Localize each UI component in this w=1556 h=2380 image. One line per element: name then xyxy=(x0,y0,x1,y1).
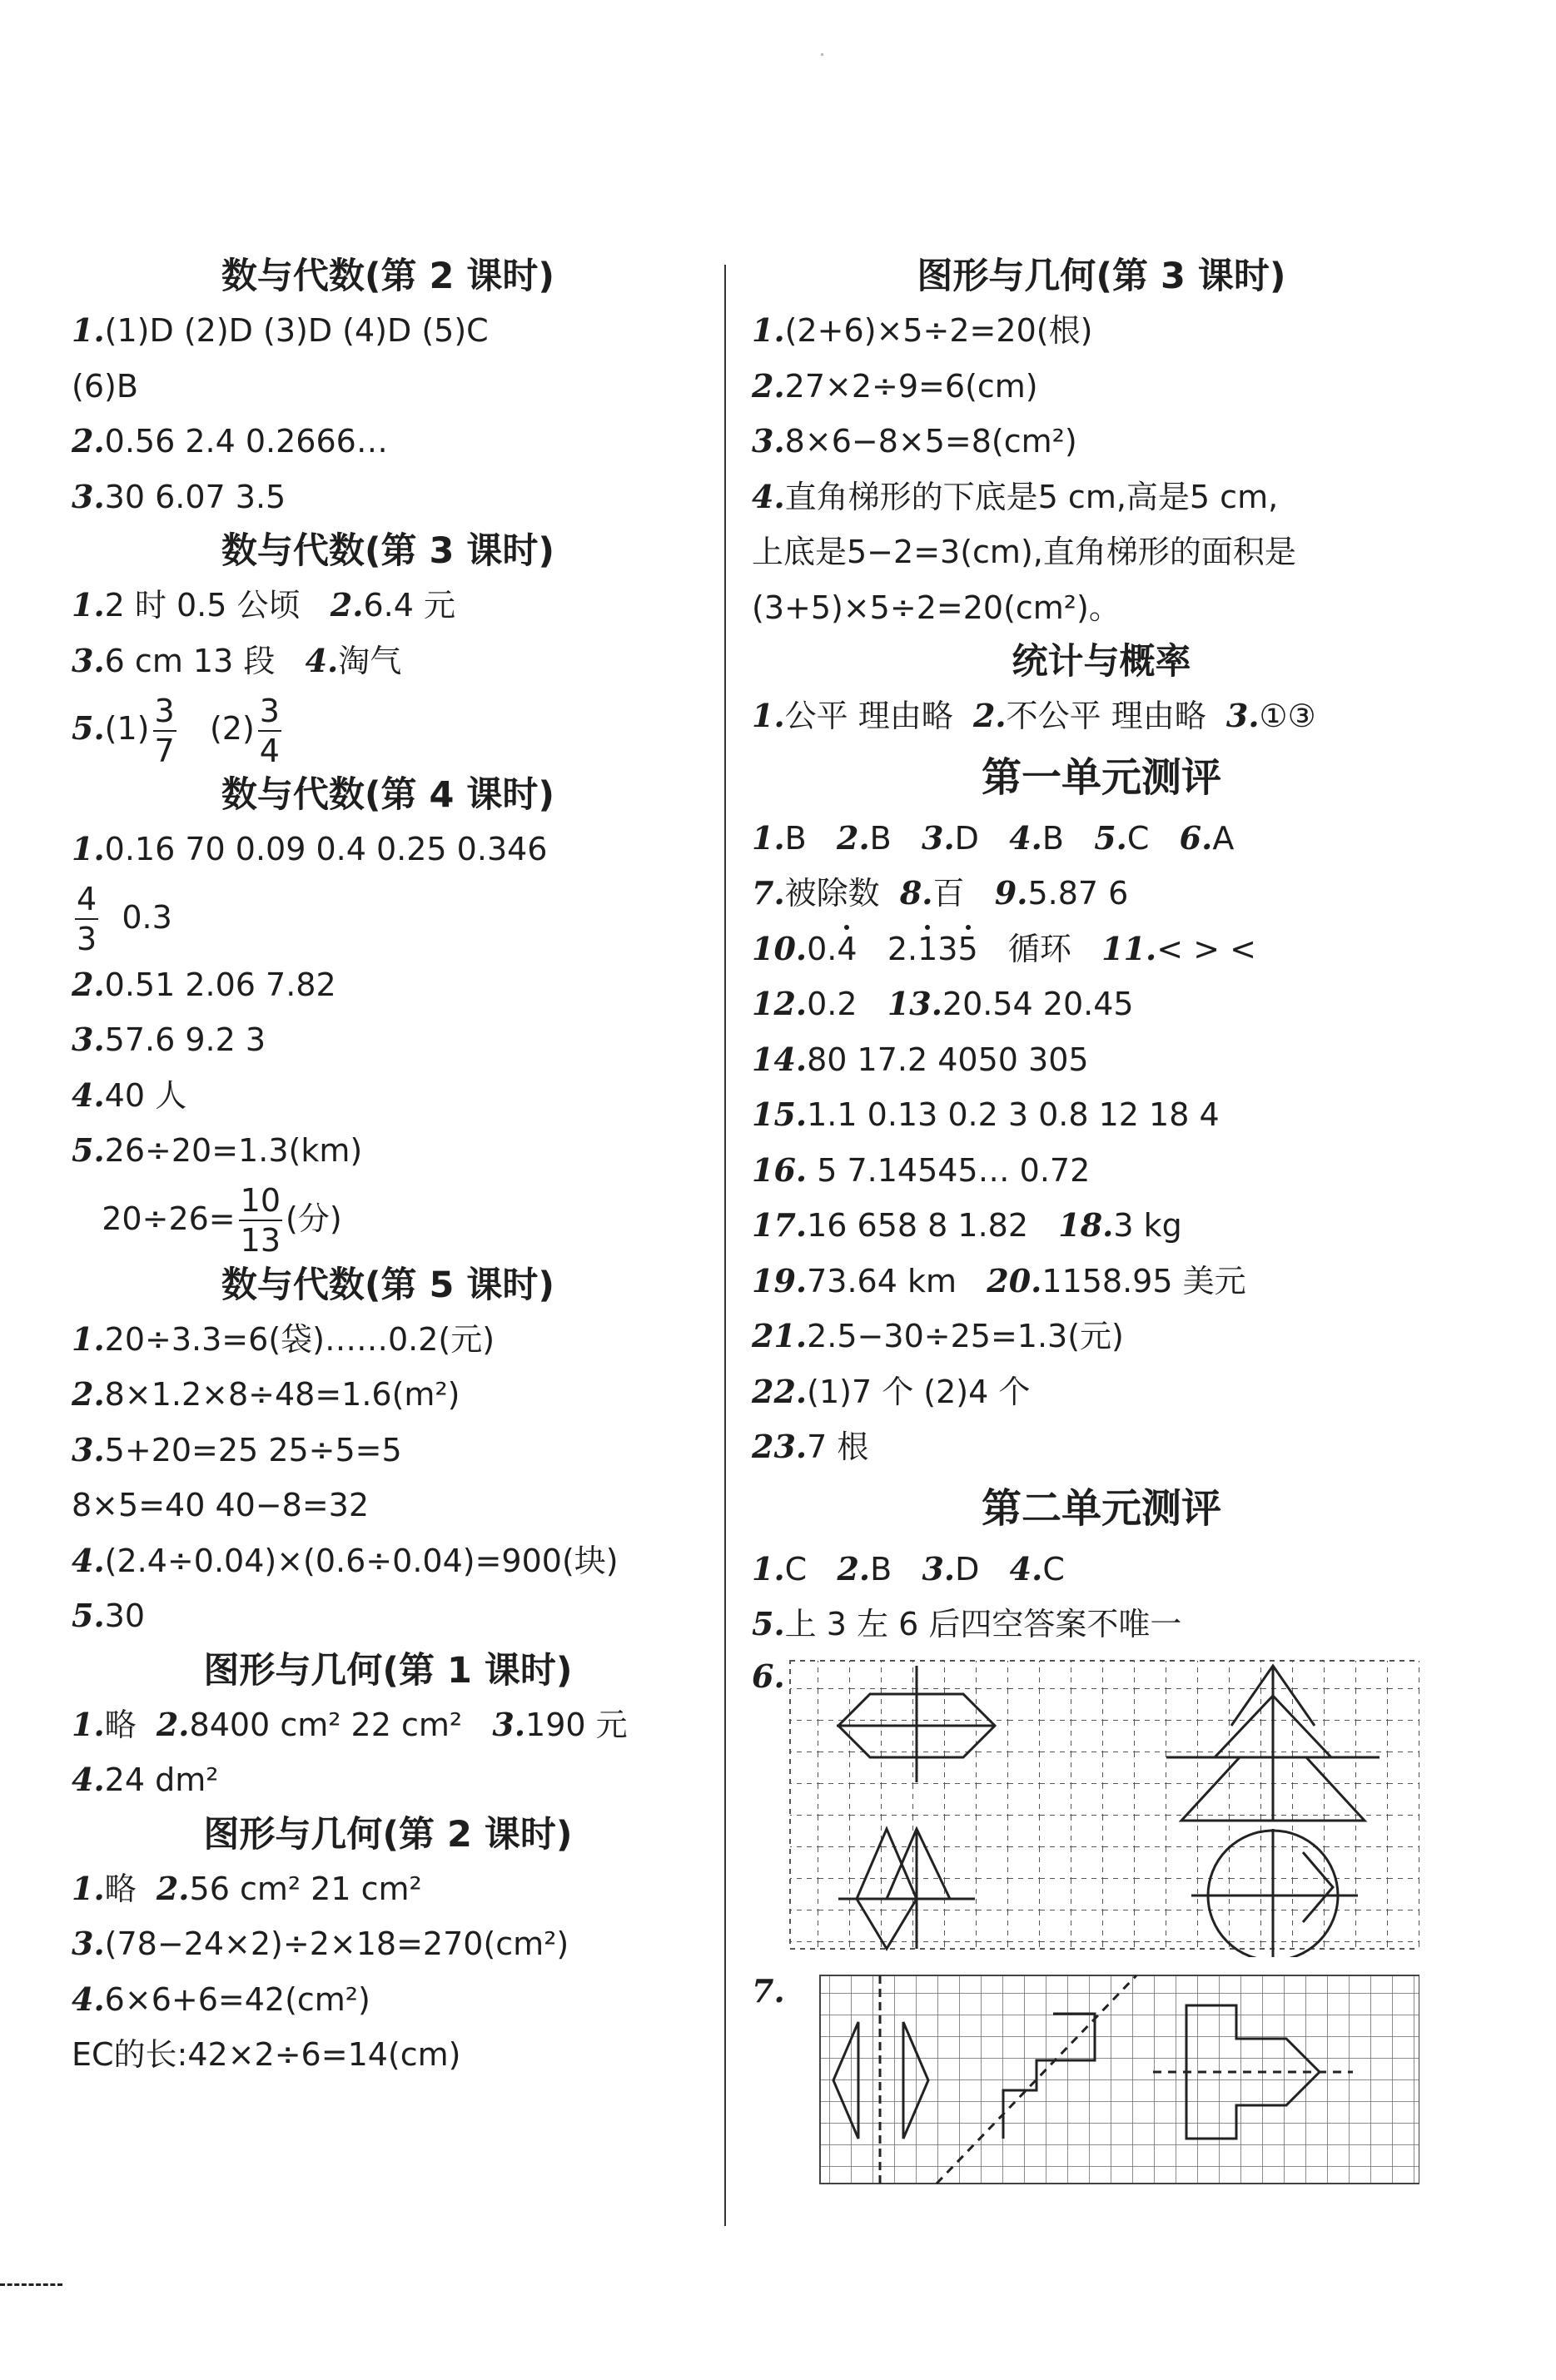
answer-line: 10.0.4 2.135 循环 11.< > < xyxy=(752,922,1451,977)
answer-line: 16. 5 7.14545… 0.72 xyxy=(752,1150,1091,1189)
answer-line: 4.40 人 xyxy=(72,1076,187,1114)
answer-line: 1.略 2.8400 cm² 22 cm² 3.190 元 xyxy=(72,1705,628,1743)
answer-line: (6)B xyxy=(72,367,138,405)
fraction: $\frac{3}{4}$ xyxy=(259,692,280,769)
answer-line: 5.(1) $\frac{3}{7}$ (2) $\frac{3}{4}$ xyxy=(72,692,280,769)
answer-line: 1.C 2.B 3.D 4.C xyxy=(752,1549,1065,1587)
answer-line: 17.16 658 8 1.82 18.3 kg xyxy=(752,1206,1182,1244)
section-title: 图形与几何(第 1 课时) xyxy=(203,1649,573,1692)
repeating-digit: 5 xyxy=(957,922,977,977)
section-title: 统计与概率 xyxy=(1012,641,1191,683)
answer-line: 2.27×2÷9=6(cm) xyxy=(752,366,1038,405)
section-title: 图形与几何(第 3 课时) xyxy=(917,256,1286,297)
repeating-digit: 1 xyxy=(917,922,937,977)
symmetry-grid-figure xyxy=(787,1657,1419,1957)
answer-line: 3.5+20=25 25÷5=5 xyxy=(72,1430,402,1468)
answer-line: (3+5)×5÷2=20(cm²)。 xyxy=(752,589,1121,626)
answer-line: 上底是5−2=3(cm),直角梯形的面积是 xyxy=(752,534,1296,570)
answer-line: 4.6×6+6=42(cm²) xyxy=(72,1980,370,2018)
repeating-digit: 4 xyxy=(837,922,857,977)
fraction: $\frac{4}{3}$ xyxy=(77,881,97,957)
section-title: 数与代数(第 5 课时) xyxy=(221,1264,555,1306)
answer-line: 14.80 17.2 4050 305 xyxy=(752,1040,1089,1078)
answer-line: 3.30 6.07 3.5 xyxy=(72,477,286,515)
answer-line: 2.0.56 2.4 0.2666… xyxy=(72,422,388,460)
answer-line: 3.(78−24×2)÷2×18=270(cm²) xyxy=(72,1925,569,1962)
section-title: 数与代数(第 2 课时) xyxy=(221,256,555,297)
answer-line: 8×5=40 40−8=32 xyxy=(72,1487,370,1523)
figure-6: 6. xyxy=(752,1657,1451,1957)
answer-line: 1.0.16 70 0.09 0.4 0.25 0.346 xyxy=(72,830,548,867)
answer-line: 1.公平 理由略 2.不公平 理由略 3.①③ xyxy=(752,697,1316,734)
column-divider xyxy=(724,265,726,2226)
answer-line: EC的长:42×2÷6=14(cm) xyxy=(72,2036,461,2073)
fraction: $\frac{10}{13}$ xyxy=(240,1182,281,1259)
answer-line: 15.1.1 0.13 0.2 3 0.8 12 18 4 xyxy=(752,1096,1220,1133)
answer-line: 1.(2+6)×5÷2=20(根) xyxy=(752,311,1093,349)
answer-line: $\frac{4}{3}$ 0.3 xyxy=(77,881,172,957)
answer-line: 3.6 cm 13 段 4.淘气 xyxy=(72,641,402,679)
answer-line: 3.57.6 9.2 3 xyxy=(72,1021,266,1058)
answer-line: 4.直角梯形的下底是5 cm,高是5 cm, xyxy=(752,477,1279,515)
answer-line: 12.0.2 13.20.54 20.45 xyxy=(752,985,1134,1022)
answer-line: 22.(1)7 个 (2)4 个 xyxy=(752,1372,1031,1410)
answer-line: 5.30 xyxy=(72,1597,146,1634)
section-title: 第二单元测评 xyxy=(981,1484,1221,1532)
section-title: 数与代数(第 3 课时) xyxy=(221,530,555,572)
answer-line: 1.略 2.56 cm² 21 cm² xyxy=(72,1869,422,1907)
section-title: 图形与几何(第 2 课时) xyxy=(203,1813,573,1856)
figure-7: 7. xyxy=(752,1972,1451,2189)
answer-line: 2.0.51 2.06 7.82 xyxy=(72,965,336,1003)
answer-line: 20÷26= $\frac{10}{13}$ (分) xyxy=(102,1182,342,1259)
answer-line: 7.被除数 8.百 9.5.87 6 xyxy=(752,874,1129,912)
answer-line: 5.26÷20=1.3(km) xyxy=(72,1131,363,1169)
answer-line: 4.24 dm² xyxy=(72,1761,219,1798)
answer-line: 1.2 时 0.5 公顷 2.6.4 元 xyxy=(72,586,455,624)
answer-line: 2.8×1.2×8÷48=1.6(m²) xyxy=(72,1375,460,1413)
answer-line: 1.B 2.B 3.D 4.B 5.C 6.A xyxy=(752,818,1235,857)
transformation-grid-figure xyxy=(787,1972,1419,2189)
page-corner-mark xyxy=(0,2283,62,2289)
fraction: $\frac{3}{7}$ xyxy=(154,692,175,769)
answer-line: 19.73.64 km 20.1158.95 美元 xyxy=(752,1261,1246,1299)
answer-line: 3.8×6−8×5=8(cm²) xyxy=(752,422,1077,460)
scan-speck xyxy=(821,53,823,56)
left-column xyxy=(72,250,704,2083)
answer-line: 21.2.5−30÷25=1.3(元) xyxy=(752,1317,1124,1354)
section-title: 数与代数(第 4 课时) xyxy=(221,774,555,816)
right-column xyxy=(752,250,1451,2189)
section-title: 第一单元测评 xyxy=(981,753,1221,801)
answer-line: 4.(2.4÷0.04)×(0.6÷0.04)=900(块) xyxy=(72,1541,619,1579)
answer-line: 1.20÷3.3=6(袋)……0.2(元) xyxy=(72,1319,495,1358)
answer-line: 23.7 根 xyxy=(752,1428,869,1465)
answer-line: 5.上 3 左 6 后四空答案不唯一 xyxy=(752,1605,1182,1642)
answer-line: 1.(1)D (2)D (3)D (4)D (5)C xyxy=(72,311,489,349)
